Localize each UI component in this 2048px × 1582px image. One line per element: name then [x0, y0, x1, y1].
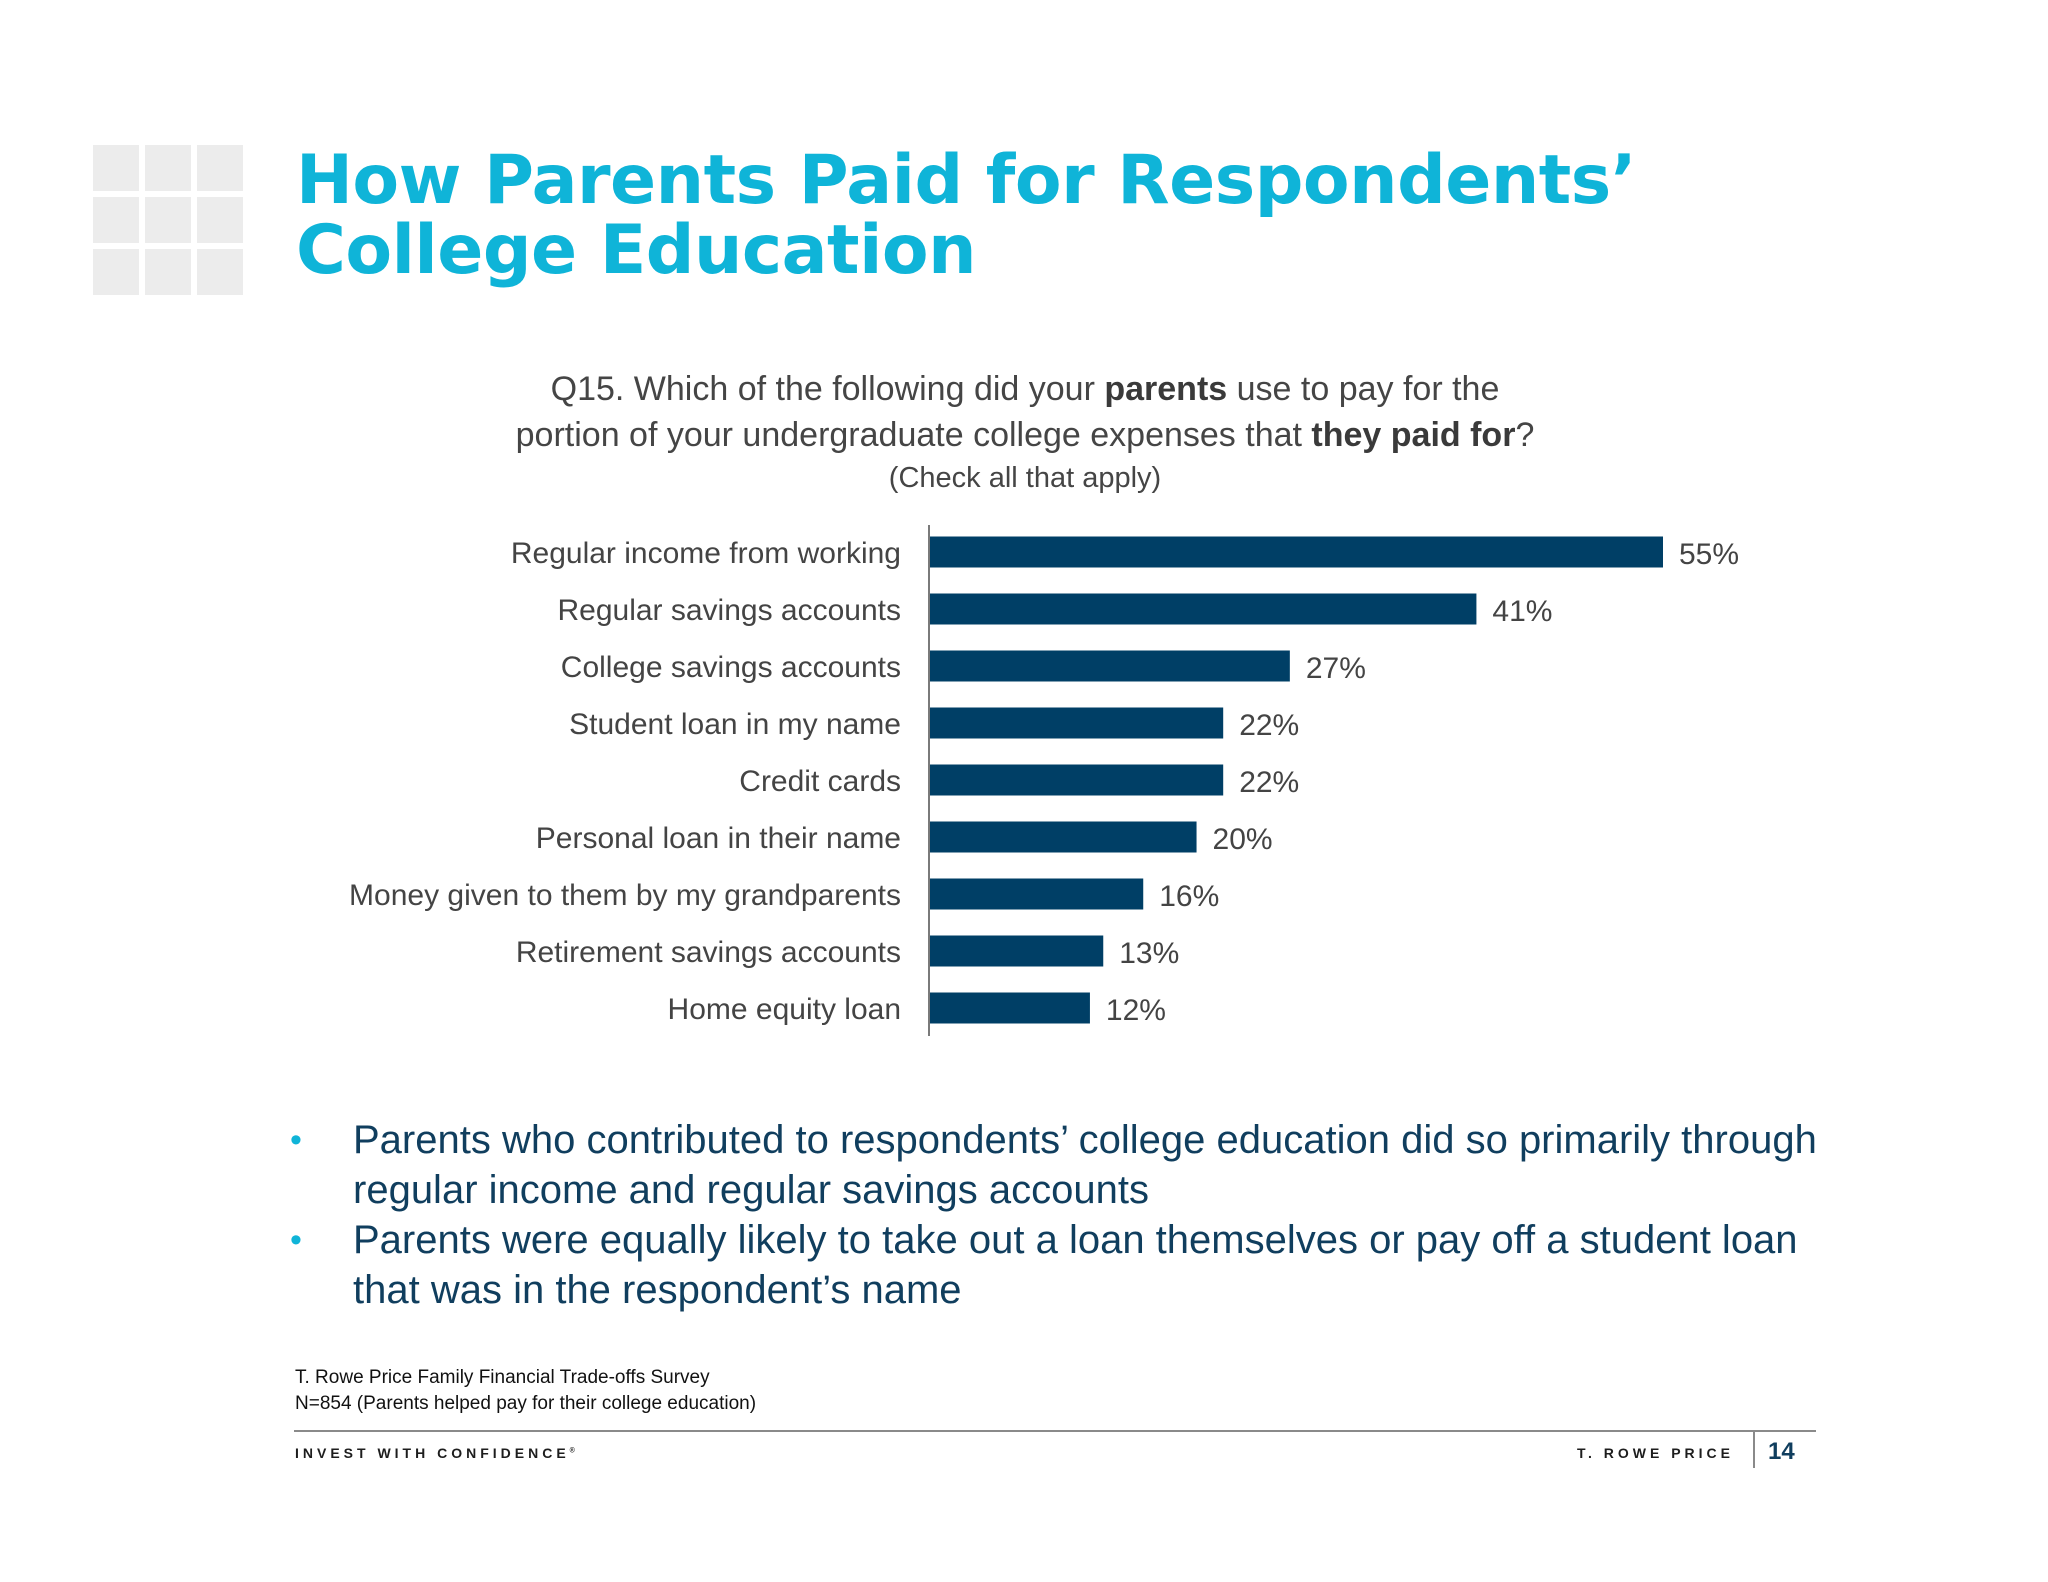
- category-label: Home equity loan: [667, 993, 901, 1026]
- data-label: 20%: [1212, 823, 1273, 856]
- source-note: [295, 1365, 756, 1417]
- footer-tagline: INVEST WITH CONFIDENCE®: [295, 1445, 575, 1461]
- category-label: Retirement savings accounts: [515, 936, 901, 969]
- bar: [930, 765, 1223, 796]
- question-bold-they-paid: they paid for: [1311, 416, 1516, 454]
- data-label: 12%: [1105, 994, 1166, 1027]
- bar: [930, 537, 1663, 568]
- category-label: Personal loan in their name: [535, 822, 901, 855]
- bullet-dot-icon: •: [290, 1121, 302, 1159]
- bullet-item: [290, 1115, 1820, 1215]
- category-label: Money given to them by my grandparents: [349, 879, 901, 912]
- bar: [930, 879, 1143, 910]
- bar: [930, 993, 1090, 1024]
- page-number: 14: [1768, 1438, 1795, 1465]
- slide-title-line1: How Parents Paid for Respondents’: [296, 141, 1637, 220]
- question-bold-parents: parents: [1104, 370, 1228, 408]
- slide-title-line2: College Education: [296, 211, 976, 290]
- data-label: 22%: [1239, 709, 1300, 742]
- category-label: College savings accounts: [560, 651, 901, 684]
- footer-brand: T. ROWE PRICE: [1577, 1445, 1735, 1461]
- data-label: 27%: [1305, 652, 1366, 685]
- data-label: 22%: [1239, 766, 1300, 799]
- bullet-item: [290, 1215, 1820, 1315]
- source-line1: T. Rowe Price Family Financial Trade-offs Survey: [295, 1367, 710, 1388]
- data-label: 41%: [1492, 595, 1553, 628]
- category-label: Student loan in my name: [569, 708, 901, 741]
- data-label: 13%: [1119, 937, 1180, 970]
- bullet-dot-icon: •: [290, 1221, 302, 1259]
- bullet-text: Parents who contributed to respondents’ college education did so primarily through regular income and regular savings accounts: [353, 1118, 1817, 1212]
- source-line2: N=854 (Parents helped pay for their college education): [295, 1393, 757, 1414]
- data-label: 16%: [1159, 880, 1220, 913]
- bar: [930, 651, 1290, 682]
- question-note: (Check all that apply): [888, 462, 1162, 494]
- page-number-divider: [1753, 1432, 1755, 1468]
- bar: [930, 936, 1103, 967]
- question-line1: Q15. Which of the following did your parents use to pay for the: [550, 370, 1500, 408]
- registered-mark: ®: [569, 1447, 575, 1455]
- bar: [930, 594, 1476, 625]
- question-line2: portion of your undergraduate college expenses that they paid for?: [515, 416, 1535, 454]
- category-label: Regular income from working: [510, 537, 901, 570]
- bar: [930, 708, 1223, 739]
- footer-divider: [294, 1430, 1816, 1432]
- bar: [930, 822, 1197, 853]
- bullet-text: Parents were equally likely to take out a loan themselves or pay off a student loan that was in the respondent’s name: [353, 1218, 1798, 1312]
- takeaway-bullets: [290, 1115, 1820, 1315]
- data-label: 55%: [1679, 538, 1740, 571]
- category-label: Regular savings accounts: [557, 594, 901, 627]
- category-label: Credit cards: [739, 765, 901, 798]
